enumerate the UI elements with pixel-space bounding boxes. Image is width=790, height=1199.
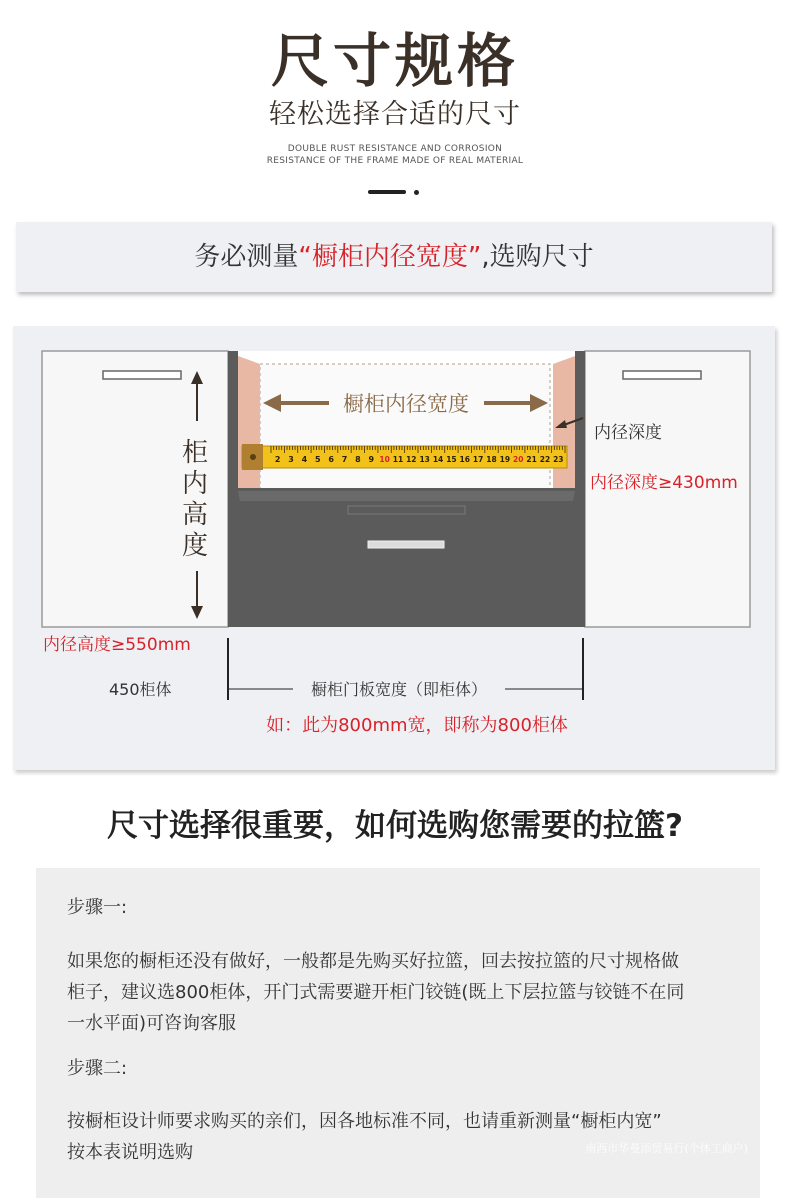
tape-number: 19 bbox=[499, 455, 511, 464]
height-char-2: 内 bbox=[181, 469, 209, 499]
tape-number: 17 bbox=[472, 455, 484, 464]
tape-number: 21 bbox=[526, 455, 537, 464]
tape-number: 6 bbox=[328, 455, 334, 464]
cabinet-diagram bbox=[13, 326, 775, 770]
divider-dot bbox=[414, 190, 419, 195]
height-char-4: 度 bbox=[181, 531, 209, 561]
tape-number: 10 bbox=[379, 455, 390, 464]
banner-prefix: 务必测量 bbox=[194, 242, 299, 272]
tape-number: 16 bbox=[459, 455, 470, 464]
step1-line1: 如果您的橱柜还没有做好，一般都是先购买好拉篮，回去按拉篮的尺寸规格做 bbox=[67, 951, 679, 972]
step1-title: 步骤一: bbox=[67, 897, 128, 918]
drawer-front bbox=[228, 488, 585, 627]
inner-width-label: 橱柜内径宽度 bbox=[343, 392, 469, 416]
tape-number: 4 bbox=[301, 455, 308, 464]
tape-measure bbox=[242, 444, 567, 470]
steps-panel bbox=[36, 868, 760, 1198]
tape-number: 3 bbox=[288, 455, 294, 464]
tape-number: 5 bbox=[314, 455, 321, 464]
tape-number: 2 bbox=[274, 455, 281, 464]
drawer-handle bbox=[368, 541, 444, 548]
banner-suffix: ,选购尺寸 bbox=[481, 242, 594, 272]
right-cabinet-handle bbox=[623, 371, 701, 379]
tape-number: 9 bbox=[368, 455, 375, 464]
measure-banner bbox=[16, 222, 772, 292]
inner-depth-requirement: 内径深度≥430mm bbox=[590, 473, 738, 493]
english-tagline-1: DOUBLE RUST RESISTANCE AND CORROSION bbox=[287, 144, 503, 154]
tape-hook-rivet bbox=[250, 454, 256, 460]
english-tagline-2: RESISTANCE OF THE FRAME MADE OF REAL MATERIAL bbox=[266, 156, 524, 166]
height-char-3: 高 bbox=[181, 500, 209, 530]
left-cabinet-handle bbox=[103, 371, 181, 379]
drawer-top-edge bbox=[238, 491, 575, 501]
tape-number: 18 bbox=[486, 455, 497, 464]
inner-depth-outline bbox=[260, 364, 550, 491]
tape-number: 22 bbox=[539, 455, 551, 464]
step2-line1: 按橱柜设计师要求购买的亲们，因各地标准不同，也请重新测量“橱柜内宽” bbox=[67, 1111, 662, 1132]
banner-highlight: “橱柜内径宽度” bbox=[298, 242, 482, 272]
example-note: 如：此为800mm宽，即称为800柜体 bbox=[266, 715, 568, 736]
cabinet-450-label: 450柜体 bbox=[109, 680, 172, 699]
tape-number: 11 bbox=[392, 455, 404, 464]
tape-number: 13 bbox=[419, 455, 430, 464]
left-side-panel bbox=[238, 356, 260, 491]
tape-number: 14 bbox=[432, 455, 444, 464]
door-width-label: 橱柜门板宽度（即柜体） bbox=[310, 680, 488, 699]
step1-line3: 一水平面)可咨询客服 bbox=[67, 1013, 237, 1034]
tape-number: 15 bbox=[446, 455, 457, 464]
tape-numbers bbox=[275, 455, 564, 464]
step2-line2: 按本表说明选购 bbox=[67, 1142, 193, 1163]
divider-dash bbox=[368, 190, 406, 194]
tape-number: 12 bbox=[406, 455, 417, 464]
tape-number: 20 bbox=[513, 455, 524, 464]
inner-height-requirement: 内径高度≥550mm bbox=[43, 635, 191, 655]
inner-depth-label: 内径深度 bbox=[594, 423, 662, 443]
watermark: 南西市华曼添贸易行(个体工商户) bbox=[585, 1142, 748, 1155]
cabinet-diagram-svg bbox=[13, 326, 775, 770]
section-question: 尺寸选择很重要，如何选购您需要的拉篮? bbox=[107, 808, 683, 844]
step2-title: 步骤二: bbox=[67, 1058, 128, 1079]
page-title: 尺寸规格 bbox=[270, 27, 519, 95]
height-char-1: 柜 bbox=[181, 438, 209, 468]
tape-number: 23 bbox=[553, 455, 564, 464]
tape-number: 7 bbox=[341, 455, 348, 464]
tape-number: 8 bbox=[355, 455, 361, 464]
page-subtitle: 轻松选择合适的尺寸 bbox=[269, 99, 521, 130]
step1-line2: 柜子，建议选800柜体，开门式需要避开柜门铰链(既上下层拉篮与铰链不在同 bbox=[67, 982, 685, 1003]
